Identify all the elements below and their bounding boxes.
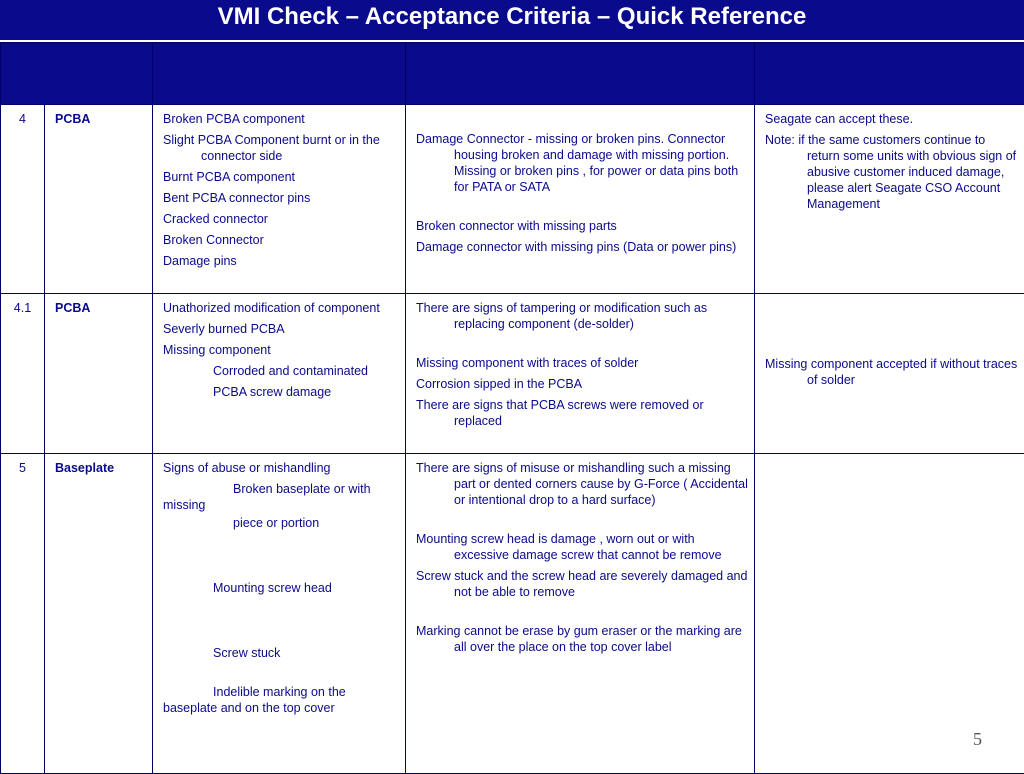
table-row — [1, 105, 1024, 294]
spot-item: piece or portion — [163, 515, 399, 531]
void-item: Damage Connector - missing or broken pins. Connector housing broken and damage with missing portion. Missing or broken pins , for power or data pins both for PATA or SATA — [416, 131, 748, 195]
void-cell — [406, 294, 755, 454]
spot-item: Bent PCBA connector pins — [163, 190, 399, 206]
void-item: Corrosion sipped in the PCBA — [416, 376, 748, 392]
row-number: 4.1 — [1, 294, 45, 454]
spot-item: Burnt PCBA component — [163, 169, 399, 185]
header-accept-if: Accept if — [755, 43, 1024, 105]
spot-item: Unathorized modification of component — [163, 300, 399, 316]
void-cell — [406, 105, 755, 294]
spot-item: Broken baseplate or with missing — [163, 481, 399, 513]
accept-item: Seagate can accept these. — [765, 111, 1018, 127]
spot-cell — [153, 454, 406, 774]
void-item: Damage connector with missing pins (Data or power pins) — [416, 239, 748, 255]
void-item: Broken connector with missing parts — [416, 218, 748, 234]
spot-item: Indelible marking on the baseplate and on the top cover — [163, 684, 399, 716]
table-row — [1, 294, 1024, 454]
page-title: VMI Check – Acceptance Criteria – Quick Reference — [0, 0, 1024, 40]
accept-cell — [755, 105, 1024, 294]
void-item: There are signs that PCBA screws were removed or replaced — [416, 397, 748, 429]
spot-cell — [153, 105, 406, 294]
row-number: 4 — [1, 105, 45, 294]
void-item: Marking cannot be erase by gum eraser or the marking are all over the place on the top cover label — [416, 623, 748, 655]
spot-item: Damage pins — [163, 253, 399, 269]
header-how-to-spot: How to spot the problem ? — [153, 43, 406, 105]
spot-item: Signs of abuse or mishandling — [163, 460, 399, 476]
spot-item: Screw stuck — [163, 645, 399, 661]
row-number: 5 — [1, 454, 45, 774]
header-void-if: VOID if — [406, 43, 755, 105]
header-what-to-look-for — [1, 43, 153, 105]
void-item: Missing component with traces of solder — [416, 355, 748, 371]
accept-item: Note: if the same customers continue to return some units with obvious sign of abusive customer induced damage, please alert Seagate CSO Account Management — [765, 132, 1018, 212]
spot-item: Missing component — [163, 342, 399, 358]
accept-item: Missing component accepted if without traces of solder — [765, 356, 1018, 388]
accept-cell — [755, 454, 1024, 774]
accept-cell — [755, 294, 1024, 454]
spot-item: Cracked connector — [163, 211, 399, 227]
spot-item: PCBA screw damage — [163, 384, 399, 400]
spot-cell — [153, 294, 406, 454]
spot-item: Mounting screw head — [163, 580, 399, 596]
header-row — [1, 43, 1024, 105]
page-number: 5 — [973, 729, 982, 750]
row-category: Baseplate — [45, 454, 153, 774]
row-category: PCBA — [45, 105, 153, 294]
spot-item: Slight PCBA Component burnt or in the connector side — [163, 132, 399, 164]
void-item: Screw stuck and the screw head are severely damaged and not be able to remove — [416, 568, 748, 600]
header-look-line-1: What to — [51, 51, 146, 67]
header-look-line-2: Look — [51, 67, 146, 83]
void-item: Mounting screw head is damage , worn out or with excessive damage screw that cannot be remove — [416, 531, 748, 563]
header-look-line-3: for — [51, 83, 146, 99]
void-item: There are signs of misuse or mishandling such a missing part or dented corners cause by G-Force ( Accidental or intentional drop to a hard surface) — [416, 460, 748, 508]
table-row — [1, 454, 1024, 774]
void-cell — [406, 454, 755, 774]
spot-item: Corroded and contaminated — [163, 363, 399, 379]
spot-item: Severly burned PCBA — [163, 321, 399, 337]
acceptance-criteria-table — [0, 42, 1024, 774]
spot-item: Broken Connector — [163, 232, 399, 248]
spot-item: Broken PCBA component — [163, 111, 399, 127]
row-category: PCBA — [45, 294, 153, 454]
void-item: There are signs of tampering or modification such as replacing component (de-solder) — [416, 300, 748, 332]
